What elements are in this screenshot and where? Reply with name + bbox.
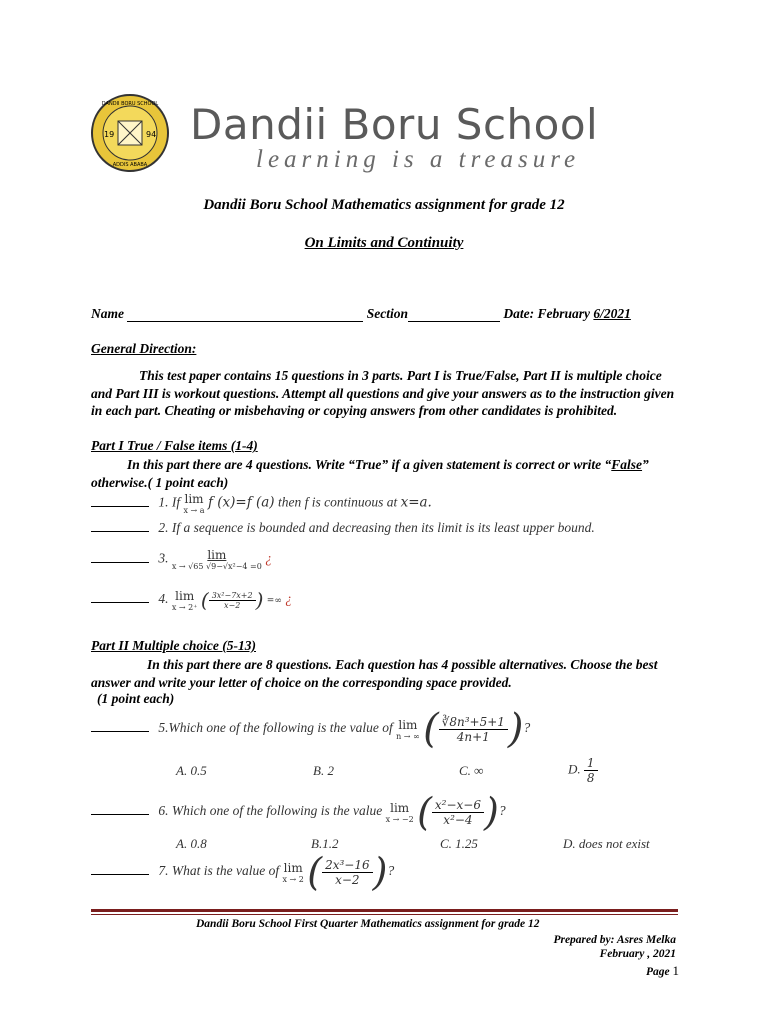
svg-text:ADDIS ABABA: ADDIS ABABA [112,162,148,168]
q6-option-c: C. 1.25 [440,836,478,851]
footer-title: Dandii Boru School First Quarter Mathematics assignment for grade 12 [196,918,540,930]
q5-option-b: B. 2 [313,763,334,778]
answer-blank-6[interactable] [91,814,149,815]
school-seal-logo [90,93,170,173]
answer-blank-5[interactable] [91,731,149,732]
svg-text:19: 19 [104,130,115,139]
general-direction-heading: General Direction: [91,341,197,356]
school-brand-name: Dandii Boru School [190,100,599,149]
question-2: 2. If a sequence is bounded and decreasing then its limit is its least upper bound. [91,520,595,536]
q5-option-c: C. ∞ [459,763,484,778]
footer-page-number: Page 1 [645,963,679,978]
question-1: 1. If lim x → a f (x)=f (a) then f is continuous at x=a. [91,492,432,515]
answer-blank-1[interactable] [91,506,149,507]
question-6: 6. Which one of the following is the value lim x → −2 ( $\frac{\text{x²−x−6}}{\text{x²−4}}$ )? [91,790,506,834]
assignment-subtitle: On Limits and Continuity [304,235,464,251]
footer-prepared-by: Prepared by: Asres Melka [553,934,676,946]
part2-instructions: In this part there are 8 questions. Each question has 4 possible alternatives. Choose the best answer and write your letter of choice on the corresponding space provided. [91,657,658,690]
question-3: 3. lim x → √65 √9−√x²−4 =0 ¿ [91,548,272,571]
student-info-row [91,306,631,322]
name-label: Name [91,306,124,321]
q6-option-b: B.1.2 [311,836,339,851]
part1-instructions: In this part there are 4 questions. Write “True” if a given statement is correct or write “False” otherwise.( 1 point each) [91,457,649,490]
part2-points: (1 point each) [97,691,175,706]
date-value: 6/2021 [593,306,631,321]
question-7: 7. What is the value of lim x → 2 ( $\frac{\text{2x³−16}}{x-2}$ )? [91,850,394,894]
section-field[interactable] [408,321,500,322]
answer-blank-7[interactable] [91,874,149,875]
school-tagline: learning is a treasure [256,146,581,173]
q5-option-d: D. $\frac{1}{8}$ [568,756,598,785]
answer-blank-2[interactable] [91,531,149,532]
question-5: 5.Which one of the following is the value of lim n → ∞ ( $\frac{\text{∛8n³+5+1}}{4n+1}$ )? [91,706,530,752]
q6-option-a: A. 0.8 [176,836,207,851]
assignment-title: Dandii Boru School Mathematics assignment for grade 12 [203,197,565,213]
general-direction-text: This test paper contains 15 questions in 3 parts. Part I is True/False, Part II is multiple choice and Part III is workout questions. Attempt all questions and give your answers as to the instruction given in each part. Cheating or misbehaving or copying answers from other candidates is prohibited. [91,368,675,418]
section-label: Section [366,306,409,321]
name-field[interactable] [127,321,363,322]
part2-heading: Part II Multiple choice (5-13) [91,638,256,653]
footer-date: February , 2021 [599,948,676,960]
footer-rule [91,909,678,912]
svg-text:DANDII BORU SCHOOL: DANDII BORU SCHOOL [101,101,159,107]
answer-blank-4[interactable] [91,602,149,603]
date-label: Date: February [503,306,591,321]
part1-heading: Part I True / False items (1-4) [91,438,258,453]
answer-blank-3[interactable] [91,562,149,563]
footer-rule-thin [91,914,678,915]
question-4: 4. lim x → 2⁺ ( $\frac{\text{3x²−7x+2}}{x-2}$ ) =∞ ¿ [91,588,292,612]
svg-text:94: 94 [146,130,157,139]
q5-option-a: A. 0.5 [176,763,207,778]
q6-option-d: D. does not exist [563,836,650,851]
